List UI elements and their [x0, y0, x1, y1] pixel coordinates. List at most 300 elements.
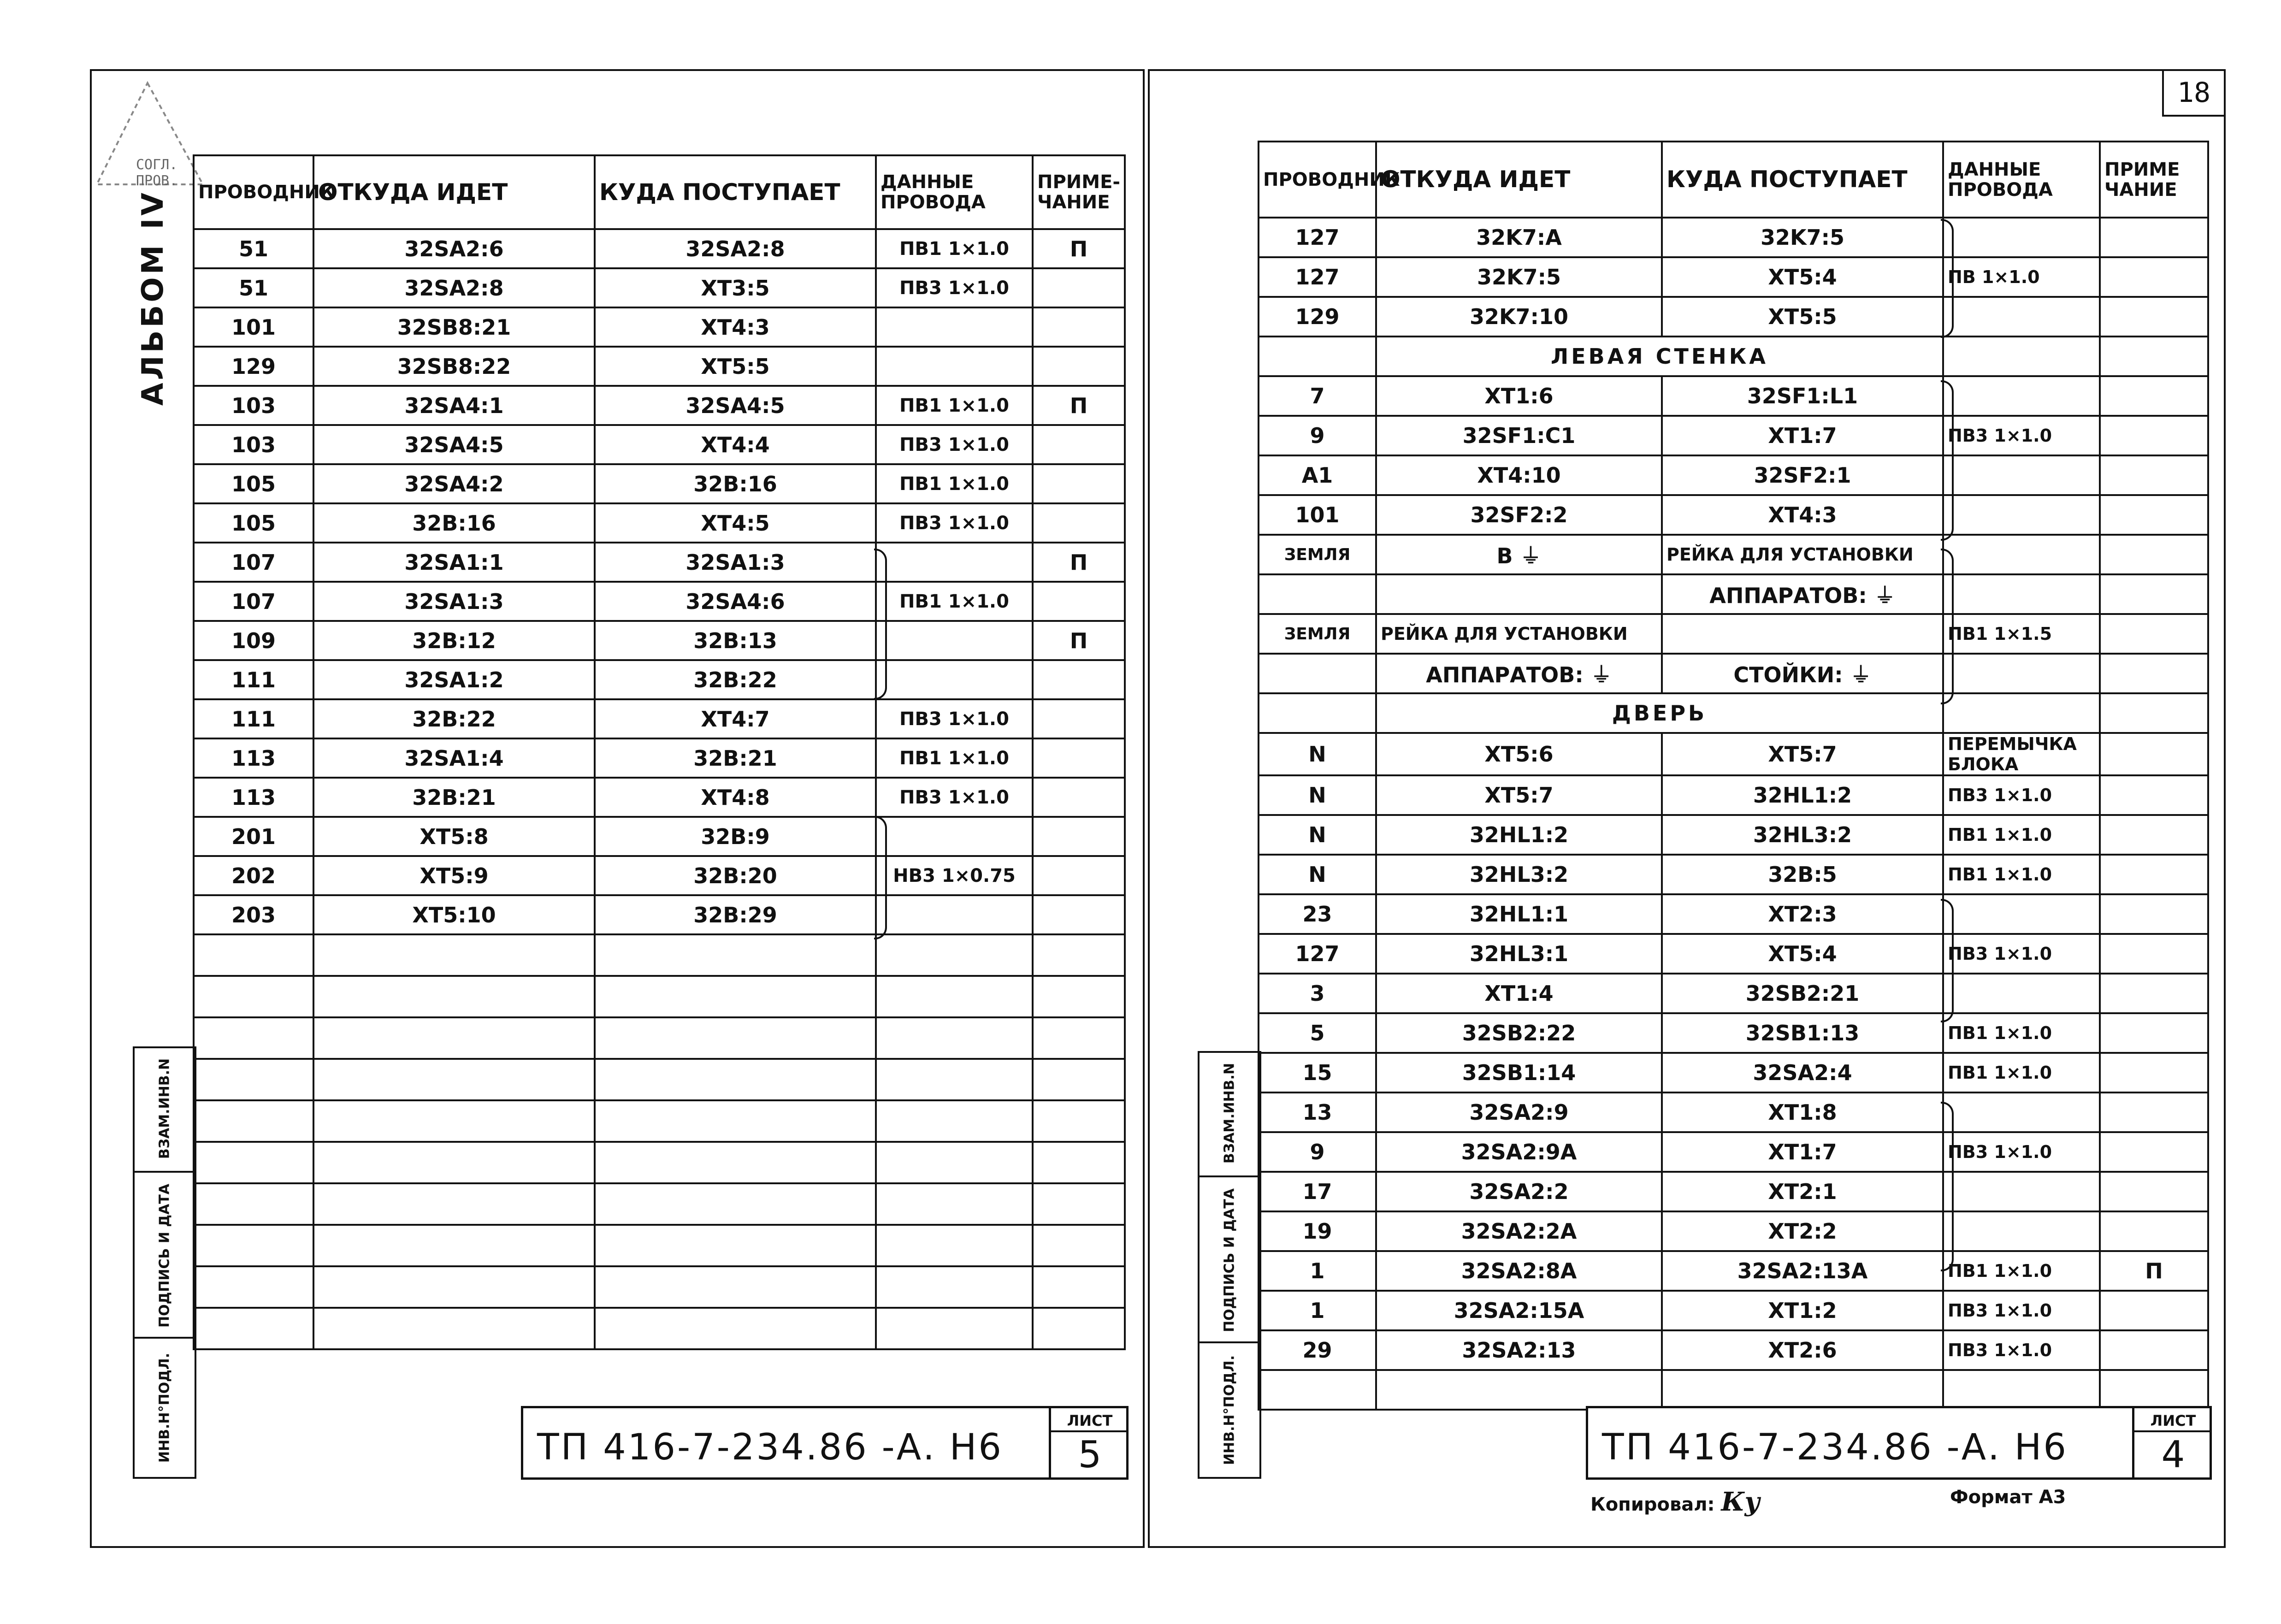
empty-cell: [595, 1225, 876, 1266]
cell-note: [1033, 699, 1125, 738]
empty-cell: [876, 976, 1033, 1017]
cell-to: 32SA2:8: [595, 229, 876, 268]
cell-note: [2100, 1211, 2208, 1251]
cell-wire: [1943, 535, 2100, 574]
cell-to: 32SB1:13: [1662, 1013, 1943, 1053]
side-cell-inv-podl: ВЗАМ.ИНВ.N: [156, 1058, 173, 1159]
cell-to: XT2:2: [1662, 1211, 1943, 1251]
table-row: [1259, 1291, 2208, 1330]
empty-cell: [1662, 1370, 1943, 1410]
cell-conductor: 127: [1259, 257, 1376, 297]
empty-cell: [313, 1183, 595, 1225]
empty-cell: [194, 1308, 313, 1349]
cell-to: XT2:1: [1662, 1172, 1943, 1211]
cell-conductor: 103: [194, 386, 313, 425]
empty-cell: [194, 1225, 313, 1266]
cell-from: 32SF1:C1: [1376, 416, 1662, 455]
cell-wire: ПВ3 1×1.0: [876, 503, 1033, 543]
cell-to: 32SA4:5: [595, 386, 876, 425]
empty-row: [194, 1183, 1125, 1225]
empty-row: [1259, 1370, 2208, 1410]
table-row: [1259, 218, 2208, 257]
header-conductor: ПРОВОДНИК: [194, 155, 313, 229]
cell-from: 32SA2:8A: [1376, 1251, 1662, 1291]
cell-wire: [876, 895, 1033, 934]
table-row: [1259, 1013, 2208, 1053]
empty-cell: [313, 1017, 595, 1059]
empty-cell: [876, 1142, 1033, 1183]
cell-note: [2100, 1132, 2208, 1172]
empty-cell: [1033, 1225, 1125, 1266]
cell-wire: [1943, 297, 2100, 337]
sheet-number: 5: [1078, 1433, 1102, 1476]
cell-wire: НВ3 1×0.75: [876, 856, 1033, 895]
cell-from: 32B:22: [313, 699, 595, 738]
cell-from: 32SA1:4: [313, 738, 595, 778]
sheet-label: ЛИСТ: [1051, 1411, 1129, 1432]
table-row: [1259, 535, 2208, 574]
empty-cell: [313, 1266, 595, 1308]
cell-wire: ПВ3 1×1.0: [876, 699, 1033, 738]
cell-wire: ПВ1 1×1.0: [1943, 1053, 2100, 1093]
section-spacer: [1259, 337, 1376, 376]
empty-cell: [595, 934, 876, 976]
cell-to: XT4:8: [595, 778, 876, 817]
cell-to: XT3:5: [595, 268, 876, 307]
side-cell-podpis: ПОДПИСЬ И ДАТА: [1200, 1175, 1259, 1343]
empty-cell: [194, 934, 313, 976]
cell-to: 32SA2:4: [1662, 1053, 1943, 1093]
cell-from: 32B:21: [313, 778, 595, 817]
header-to: КУДА ПОСТУПАЕТ: [1662, 142, 1943, 218]
cell-to: XT1:8: [1662, 1093, 1943, 1132]
table-row: [1259, 495, 2208, 535]
cell-from: 32K7:10: [1376, 297, 1662, 337]
cell-note: [2100, 775, 2208, 815]
cell-to: XT4:3: [595, 307, 876, 347]
cell-to: XT2:3: [1662, 894, 1943, 934]
cell-to: 32SA2:13A: [1662, 1251, 1943, 1291]
cell-conductor: N: [1259, 855, 1376, 894]
table-row: [1259, 1172, 2208, 1211]
cell-conductor: 129: [1259, 297, 1376, 337]
cell-wire: ПВ1 1×1.5: [1943, 614, 2100, 654]
table-row: [1259, 1132, 2208, 1172]
cell-from: 32SA4:2: [313, 464, 595, 503]
right-side-strip: [1198, 1051, 1261, 1479]
left-side-strip: [133, 1046, 196, 1479]
empty-row: [194, 1059, 1125, 1100]
right-title-block: [1586, 1406, 2212, 1480]
cell-conductor: 9: [1259, 416, 1376, 455]
cell-wire: [876, 817, 1033, 856]
sheet-box: [1049, 1408, 1129, 1477]
cell-note: [1033, 582, 1125, 621]
header-from: ОТКУДА ИДЕТ: [313, 155, 595, 229]
cell-from: 32SB1:14: [1376, 1053, 1662, 1093]
cell-conductor: 3: [1259, 974, 1376, 1013]
cell-from: B ⏚: [1376, 535, 1662, 574]
cell-wire: [1943, 654, 2100, 693]
cell-to: XT4:4: [595, 425, 876, 464]
header-wire: ДАННЫЕ ПРОВОДА: [1943, 142, 2100, 218]
cell-from: XT4:10: [1376, 455, 1662, 495]
table-row: [1259, 1330, 2208, 1370]
cell-note: П: [1033, 621, 1125, 660]
cell-from: XT5:7: [1376, 775, 1662, 815]
table-row: [194, 660, 1125, 699]
cell-from: АППАРАТОВ: ⏚: [1376, 654, 1662, 693]
empty-cell: [595, 1308, 876, 1349]
cell-wire: ПВ3 1×1.0: [876, 425, 1033, 464]
cell-to: 32B:22: [595, 660, 876, 699]
cell-note: [2100, 934, 2208, 974]
cell-from: 32HL1:1: [1376, 894, 1662, 934]
cell-conductor: 103: [194, 425, 313, 464]
table-row: [194, 425, 1125, 464]
table-row: [194, 778, 1125, 817]
cell-note: [1033, 464, 1125, 503]
cell-conductor: 201: [194, 817, 313, 856]
cell-note: [2100, 495, 2208, 535]
cell-note: [2100, 257, 2208, 297]
table-row: [1259, 455, 2208, 495]
cell-to: [1662, 614, 1943, 654]
cell-conductor: 29: [1259, 1330, 1376, 1370]
side-cell-inv-podl: ВЗАМ.ИНВ.N: [1221, 1063, 1238, 1164]
cell-conductor: 202: [194, 856, 313, 895]
empty-cell: [313, 976, 595, 1017]
cell-conductor: N: [1259, 775, 1376, 815]
empty-cell: [1033, 976, 1125, 1017]
document-code: ТП 416-7-234.86 -А. Н6: [1602, 1427, 2068, 1468]
cell-note: [2100, 416, 2208, 455]
cell-from: 32HL1:2: [1376, 815, 1662, 855]
empty-row: [194, 1142, 1125, 1183]
copied-by-text: Копировал:: [1590, 1494, 1715, 1515]
left-title-block: [521, 1406, 1129, 1480]
cell-note: [2100, 894, 2208, 934]
empty-cell: [1033, 1017, 1125, 1059]
cell-wire: ПВ3 1×1.0: [876, 778, 1033, 817]
table-row: [1259, 815, 2208, 855]
empty-cell: [2100, 1370, 2208, 1410]
cell-from: 32SB8:22: [313, 347, 595, 386]
cell-from: 32SA2:2A: [1376, 1211, 1662, 1251]
cell-from: 32SA2:9: [1376, 1093, 1662, 1132]
cell-note: [1033, 895, 1125, 934]
cell-conductor: 1: [1259, 1291, 1376, 1330]
empty-cell: [595, 1183, 876, 1225]
cell-to: XT1:2: [1662, 1291, 1943, 1330]
table-row: [194, 582, 1125, 621]
cell-note: [2100, 376, 2208, 416]
sheet-label: ЛИСТ: [2134, 1411, 2212, 1432]
cell-to: 32B:21: [595, 738, 876, 778]
wire-brace: [1941, 899, 1954, 1022]
cell-note: [2100, 1330, 2208, 1370]
empty-cell: [876, 1225, 1033, 1266]
cell-conductor: [1259, 654, 1376, 693]
cell-wire: ПВ3 1×1.0: [1943, 775, 2100, 815]
empty-cell: [1943, 1370, 2100, 1410]
cell-note: [2100, 297, 2208, 337]
cell-wire: ПВ3 1×1.0: [1943, 934, 2100, 974]
table-row: [194, 268, 1125, 307]
cell-wire: [1943, 1172, 2100, 1211]
cell-wire: ПВ1 1×1.0: [876, 738, 1033, 778]
table-row: [1259, 1211, 2208, 1251]
cell-note: П: [1033, 543, 1125, 582]
empty-cell: [194, 1183, 313, 1225]
empty-row: [194, 934, 1125, 976]
cell-note: [1033, 738, 1125, 778]
empty-cell: [1376, 1370, 1662, 1410]
table-row: [1259, 297, 2208, 337]
cell-to: XT5:5: [595, 347, 876, 386]
empty-cell: [1259, 1370, 1376, 1410]
cell-from: 32SA1:2: [313, 660, 595, 699]
empty-cell: [194, 1059, 313, 1100]
empty-cell: [595, 976, 876, 1017]
cell-conductor: N: [1259, 733, 1376, 775]
wire-brace: [874, 816, 887, 939]
section-row: [1259, 337, 2208, 376]
cell-to: XT2:6: [1662, 1330, 1943, 1370]
cell-conductor: 105: [194, 464, 313, 503]
cell-conductor: ЗЕМЛЯ: [1259, 614, 1376, 654]
wire-brace: [1941, 380, 1954, 541]
section-title: ДВЕРЬ: [1376, 693, 1943, 733]
cell-conductor: 15: [1259, 1053, 1376, 1093]
header-from: ОТКУДА ИДЕТ: [1376, 142, 1662, 218]
side-cell-vzam: ИНВ.Н°ПОДЛ.: [1200, 1341, 1259, 1477]
empty-cell: [876, 1059, 1033, 1100]
section-spacer: [2100, 693, 2208, 733]
cell-conductor: 111: [194, 660, 313, 699]
cell-note: [2100, 455, 2208, 495]
cell-conductor: 107: [194, 543, 313, 582]
table-row: [1259, 654, 2208, 693]
empty-cell: [595, 1142, 876, 1183]
table-row: [1259, 775, 2208, 815]
cell-to: 32SF1:L1: [1662, 376, 1943, 416]
cell-to: XT4:7: [595, 699, 876, 738]
cell-from: XT5:8: [313, 817, 595, 856]
cell-wire: [1943, 1211, 2100, 1251]
wire-brace: [874, 549, 887, 700]
cell-wire: ПВ3 1×1.0: [1943, 1132, 2100, 1172]
table-row: [194, 621, 1125, 660]
wire-brace: [1941, 1102, 1954, 1271]
wire-brace: [1941, 549, 1954, 704]
cell-conductor: 19: [1259, 1211, 1376, 1251]
cell-from: 32SA2:2: [1376, 1172, 1662, 1211]
cell-to: 32SB2:21: [1662, 974, 1943, 1013]
table-row: [1259, 974, 2208, 1013]
section-spacer: [1259, 693, 1376, 733]
cell-conductor: 101: [194, 307, 313, 347]
cell-note: П: [1033, 386, 1125, 425]
empty-cell: [313, 934, 595, 976]
cell-wire: ПВ1 1×1.0: [1943, 815, 2100, 855]
section-spacer: [1943, 337, 2100, 376]
empty-cell: [876, 1183, 1033, 1225]
cell-note: [2100, 815, 2208, 855]
cell-from: 32SB2:22: [1376, 1013, 1662, 1053]
cell-note: [2100, 1053, 2208, 1093]
cell-wire: [876, 307, 1033, 347]
cell-to: 32SA4:6: [595, 582, 876, 621]
cell-wire: ПВ1 1×1.0: [1943, 1251, 2100, 1291]
cell-note: [1033, 660, 1125, 699]
cell-from: 32SA2:15A: [1376, 1291, 1662, 1330]
table-row: [194, 464, 1125, 503]
empty-cell: [194, 1100, 313, 1142]
cell-to: XT4:5: [595, 503, 876, 543]
cell-note: [2100, 1291, 2208, 1330]
cell-from: 32K7:5: [1376, 257, 1662, 297]
cell-conductor: 113: [194, 778, 313, 817]
cell-wire: ПВ1 1×1.0: [1943, 1013, 2100, 1053]
cell-from: 32SF2:2: [1376, 495, 1662, 535]
table-row: [1259, 257, 2208, 297]
table-row: [194, 543, 1125, 582]
cell-conductor: 107: [194, 582, 313, 621]
empty-cell: [194, 1266, 313, 1308]
cell-from: 32SA4:1: [313, 386, 595, 425]
cell-note: [2100, 654, 2208, 693]
cell-to: 32K7:5: [1662, 218, 1943, 257]
cell-wire: [1943, 376, 2100, 416]
album-label: АЛЬБОМ IV: [136, 190, 170, 406]
cell-to: XT5:4: [1662, 257, 1943, 297]
cell-from: 32SA2:8: [313, 268, 595, 307]
cell-conductor: 127: [1259, 934, 1376, 974]
copied-by-label: [1590, 1487, 1760, 1517]
empty-row: [194, 1100, 1125, 1142]
cell-wire: ПВ 1×1.0: [1943, 257, 2100, 297]
cell-wire: [1943, 218, 2100, 257]
cell-wire: [876, 660, 1033, 699]
cell-from: 32SA1:3: [313, 582, 595, 621]
cell-wire: ПВ3 1×1.0: [1943, 1291, 2100, 1330]
left-wiring-table: [193, 154, 1126, 1350]
empty-cell: [194, 1142, 313, 1183]
empty-cell: [1033, 1142, 1125, 1183]
cell-to: 32B:20: [595, 856, 876, 895]
section-spacer: [2100, 337, 2208, 376]
cell-to: 32B:16: [595, 464, 876, 503]
cell-note: [2100, 974, 2208, 1013]
cell-conductor: 129: [194, 347, 313, 386]
empty-cell: [595, 1017, 876, 1059]
empty-cell: [313, 1100, 595, 1142]
cell-conductor: 51: [194, 229, 313, 268]
cell-to: XT1:7: [1662, 1132, 1943, 1172]
cell-wire: ПВ1 1×1.0: [876, 582, 1033, 621]
empty-cell: [876, 1266, 1033, 1308]
cell-from: 32SA2:6: [313, 229, 595, 268]
cell-from: 32SB8:21: [313, 307, 595, 347]
wire-brace: [1941, 219, 1954, 338]
cell-from: XT1:4: [1376, 974, 1662, 1013]
cell-wire: [876, 543, 1033, 582]
empty-cell: [313, 1308, 595, 1349]
section-row: [1259, 693, 2208, 733]
cell-to: АППАРАТОВ: ⏚: [1662, 574, 1943, 614]
cell-to: 32B:13: [595, 621, 876, 660]
cell-from: 32HL3:1: [1376, 934, 1662, 974]
cell-note: [2100, 614, 2208, 654]
cell-conductor: 51: [194, 268, 313, 307]
cell-note: [2100, 733, 2208, 775]
empty-cell: [1033, 1266, 1125, 1308]
cell-to: XT4:3: [1662, 495, 1943, 535]
cell-note: [1033, 307, 1125, 347]
empty-cell: [1033, 1100, 1125, 1142]
cell-from: 32K7:A: [1376, 218, 1662, 257]
cell-from: 32SA4:5: [313, 425, 595, 464]
side-cell-vzam: ИНВ.Н°ПОДЛ.: [135, 1337, 195, 1477]
cell-wire: [1943, 974, 2100, 1013]
cell-conductor: 1: [1259, 1251, 1376, 1291]
cell-conductor: 113: [194, 738, 313, 778]
cell-to: XT1:7: [1662, 416, 1943, 455]
cell-wire: ПВ1 1×1.0: [876, 464, 1033, 503]
cell-conductor: 109: [194, 621, 313, 660]
cell-to: XT5:4: [1662, 934, 1943, 974]
table-row: [1259, 1053, 2208, 1093]
header-to: КУДА ПОСТУПАЕТ: [595, 155, 876, 229]
cell-wire: ПВ1 1×1.0: [1943, 855, 2100, 894]
table-row: [194, 347, 1125, 386]
cell-conductor: 7: [1259, 376, 1376, 416]
cell-from: [1376, 574, 1662, 614]
cell-conductor: 13: [1259, 1093, 1376, 1132]
table-row: [1259, 894, 2208, 934]
cell-wire: [876, 347, 1033, 386]
cell-note: [1033, 778, 1125, 817]
cell-conductor: ЗЕМЛЯ: [1259, 535, 1376, 574]
empty-cell: [876, 1308, 1033, 1349]
cell-conductor: N: [1259, 815, 1376, 855]
cell-note: [1033, 856, 1125, 895]
table-row: [194, 229, 1125, 268]
header-note: ПРИМЕ- ЧАНИЕ: [1033, 155, 1125, 229]
empty-cell: [595, 1059, 876, 1100]
empty-cell: [595, 1100, 876, 1142]
empty-cell: [313, 1225, 595, 1266]
sheet-number: 4: [2161, 1433, 2185, 1476]
table-row: [194, 738, 1125, 778]
cell-wire: [1943, 495, 2100, 535]
header-note: ПРИМЕ ЧАНИЕ: [2100, 142, 2208, 218]
empty-row: [194, 1308, 1125, 1349]
section-title: ЛЕВАЯ СТЕНКА: [1376, 337, 1943, 376]
table-row: [1259, 376, 2208, 416]
cell-to: 32HL1:2: [1662, 775, 1943, 815]
empty-cell: [876, 1017, 1033, 1059]
cell-note: [2100, 855, 2208, 894]
cell-wire: ПВ1 1×1.0: [876, 386, 1033, 425]
table-row: [194, 699, 1125, 738]
cell-wire: ПЕРЕМЫЧКА БЛОКА: [1943, 733, 2100, 775]
cell-wire: ПВ3 1×1.0: [876, 268, 1033, 307]
cell-wire: [1943, 1093, 2100, 1132]
cell-wire: ПВ3 1×1.0: [1943, 416, 2100, 455]
table-row: [194, 386, 1125, 425]
